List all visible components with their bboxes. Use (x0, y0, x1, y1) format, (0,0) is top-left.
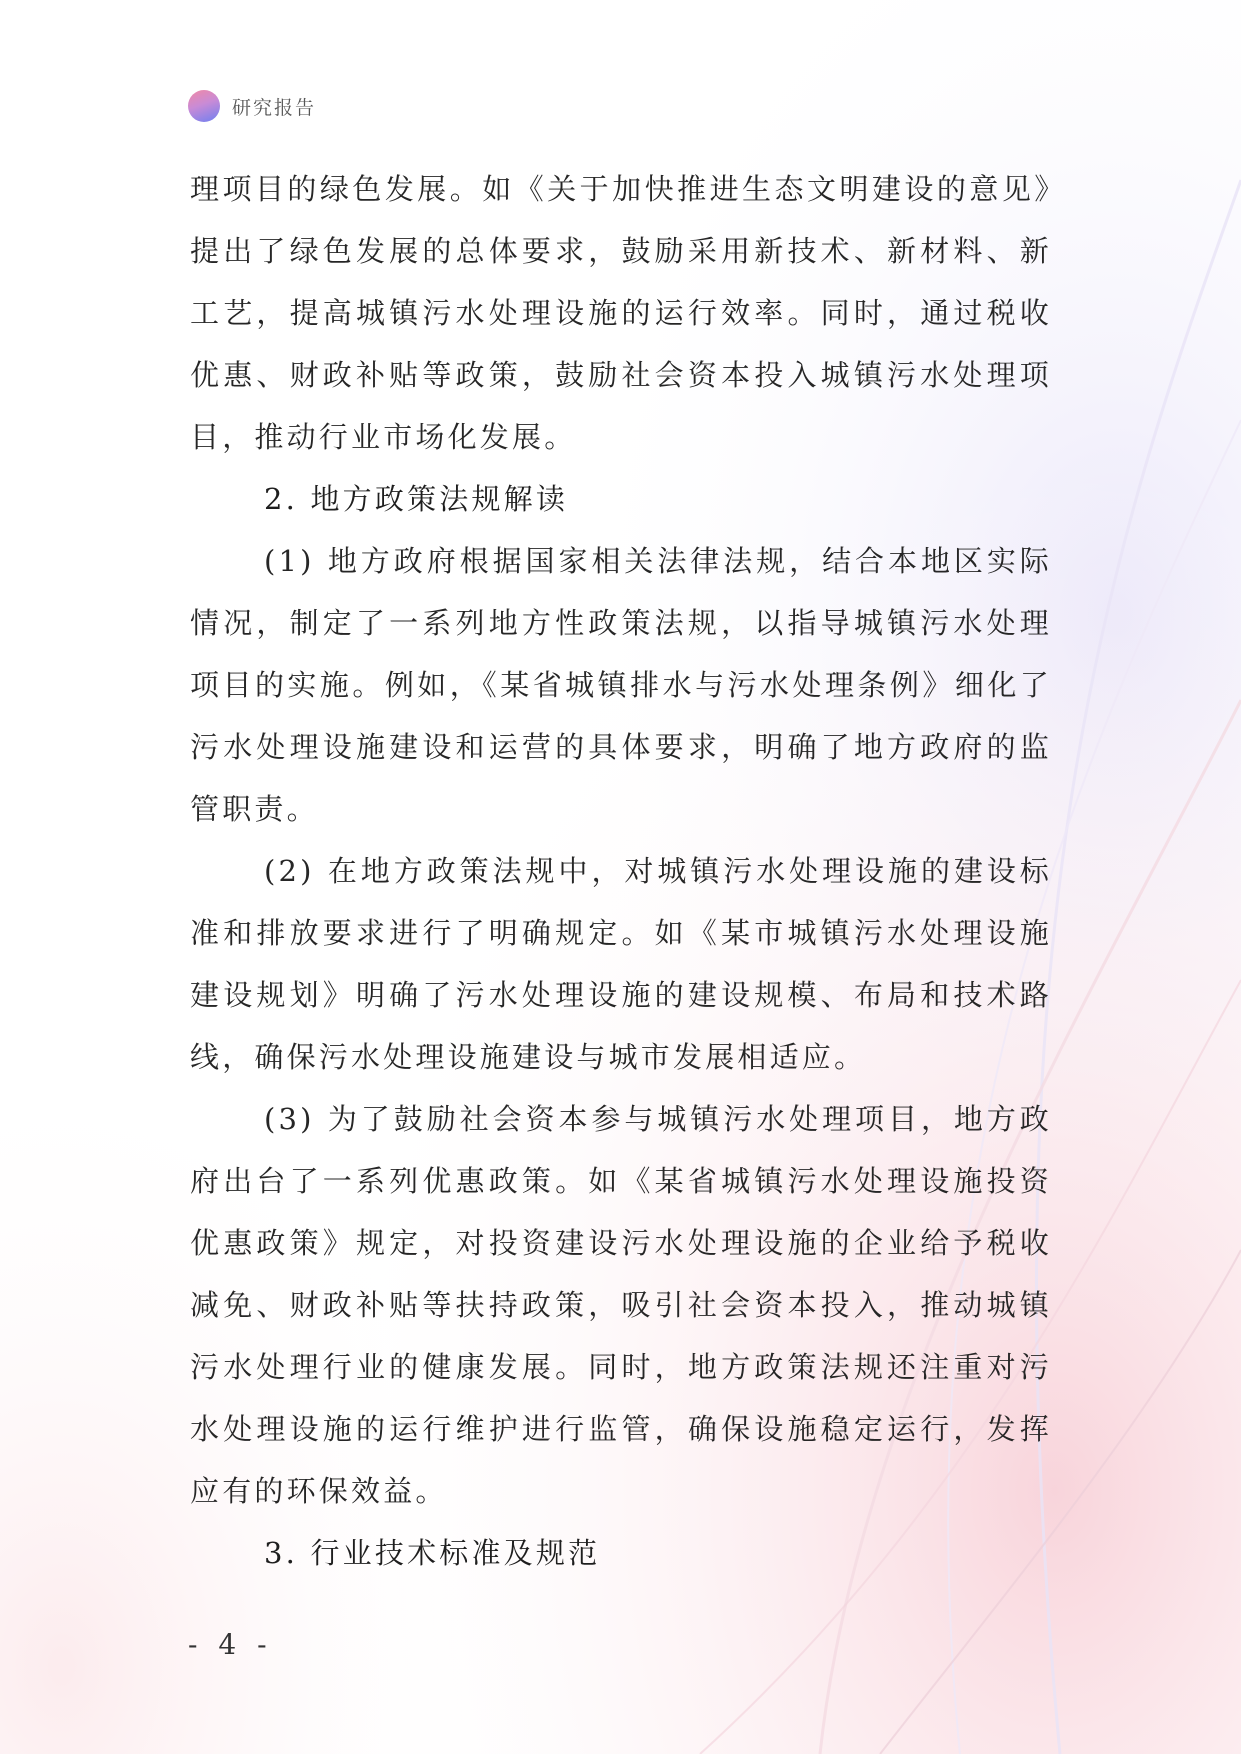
paragraph-item-1: (1) 地方政府根据国家相关法律法规，结合本地区实际情况，制定了一系列地方性政策法规，以指导城镇污水处理项目的实施。例如，《某省城镇排水与污水处理条例》细化了污水处理设施建设和运营的具体要求，明确了地方政府的监管职责。 (190, 544, 1052, 826)
document-body (190, 158, 1052, 1584)
report-logo-icon (188, 90, 220, 122)
paragraph-item-3: (3) 为了鼓励社会资本参与城镇污水处理项目，地方政府出台了一系列优惠政策。如《某省城镇污水处理设施投资优惠政策》规定，对投资建设污水处理设施的企业给予税收减免、财政补贴等扶持政策，吸引社会资本投入，推动城镇污水处理行业的健康发展。同时，地方政策法规还注重对污水处理设施的运行维护进行监管，确保设施稳定运行，发挥应有的环保效益。 (190, 1102, 1052, 1508)
header-title: 研究报告 (232, 96, 317, 119)
page-number: - 4 - (188, 1628, 273, 1661)
paragraph-continued: 理项目的绿色发展。如《关于加快推进生态文明建设的意见》提出了绿色发展的总体要求，鼓励采用新技术、新材料、新工艺，提高城镇污水处理设施的运行效率。同时，通过税收优惠、财政补贴等政策，鼓励社会资本投入城镇污水处理项目，推动行业市场化发展。 (190, 172, 1052, 454)
section-heading-technical-standards: 3. 行业技术标准及规范 (264, 1536, 601, 1570)
page-header (188, 89, 316, 123)
section-heading-local-policy: 2. 地方政策法规解读 (264, 482, 569, 516)
paragraph-item-2: (2) 在地方政策法规中，对城镇污水处理设施的建设标准和排放要求进行了明确规定。如《某市城镇污水处理设施建设规划》明确了污水处理设施的建设规模、布局和技术路线，确保污水处理设施建设与城市发展相适应。 (190, 854, 1052, 1074)
